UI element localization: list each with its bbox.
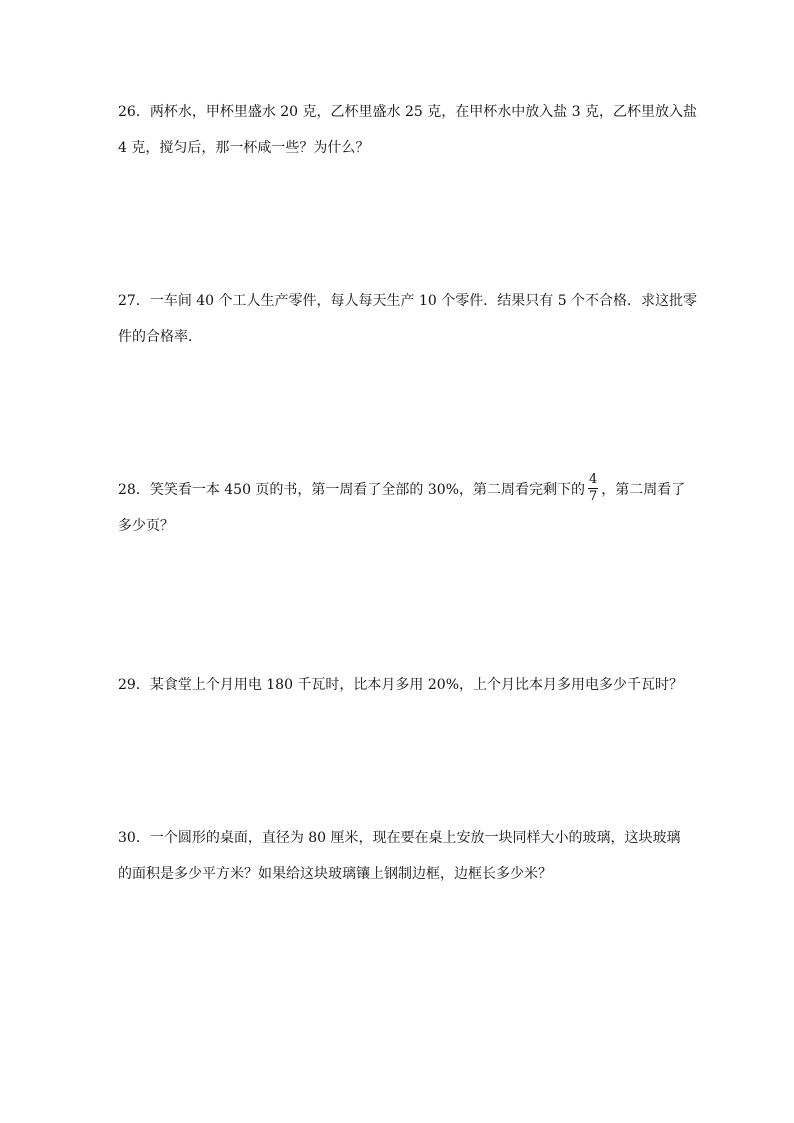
- question-27: [118, 283, 698, 355]
- question-28-text-after: ，第二周看了: [601, 482, 686, 498]
- question-30-line-2: 的面积是多少平方米？如果给这块玻璃镶上钢制边框，边框长多少米？: [118, 866, 552, 882]
- question-27-line-1: 27．一车间 40 个工人生产零件，每人每天生产 10 个零件．结果只有 5 个不合格．求这批零: [118, 293, 698, 309]
- fraction-denominator: 7: [589, 488, 598, 504]
- question-30-line-1: 30．一个圆形的桌面，直径为 80 厘米，现在要在桌上安放一块同样大小的玻璃，这块玻璃: [118, 830, 681, 846]
- question-28-line-1: [118, 471, 686, 508]
- fraction-numerator: 4: [589, 471, 598, 487]
- question-26-line-2: 4 克，搅匀后，那一杯咸一些？为什么？: [118, 140, 370, 156]
- question-30: [118, 820, 681, 892]
- question-26-line-1: 26．两杯水，甲杯里盛水 20 克，乙杯里盛水 25 克，在甲杯水中放入盐 3 克，乙杯里放入盐: [118, 104, 698, 120]
- question-27-line-2: 件的合格率．: [118, 329, 202, 345]
- fraction-four-sevenths: [588, 473, 598, 504]
- question-29-line-1: 29．某食堂上个月用电 180 千瓦时，比本月多用 20%，上个月比本月多用电多少千瓦时？: [118, 677, 684, 693]
- question-28: [118, 471, 686, 544]
- question-28-line-2: 多少页？: [118, 518, 174, 534]
- question-28-text-before: 28．笑笑看一本 450 页的书，第一周看了全部的 30%，第二周看完剩下的: [118, 482, 586, 498]
- question-26: [118, 94, 698, 166]
- question-29: [118, 667, 684, 703]
